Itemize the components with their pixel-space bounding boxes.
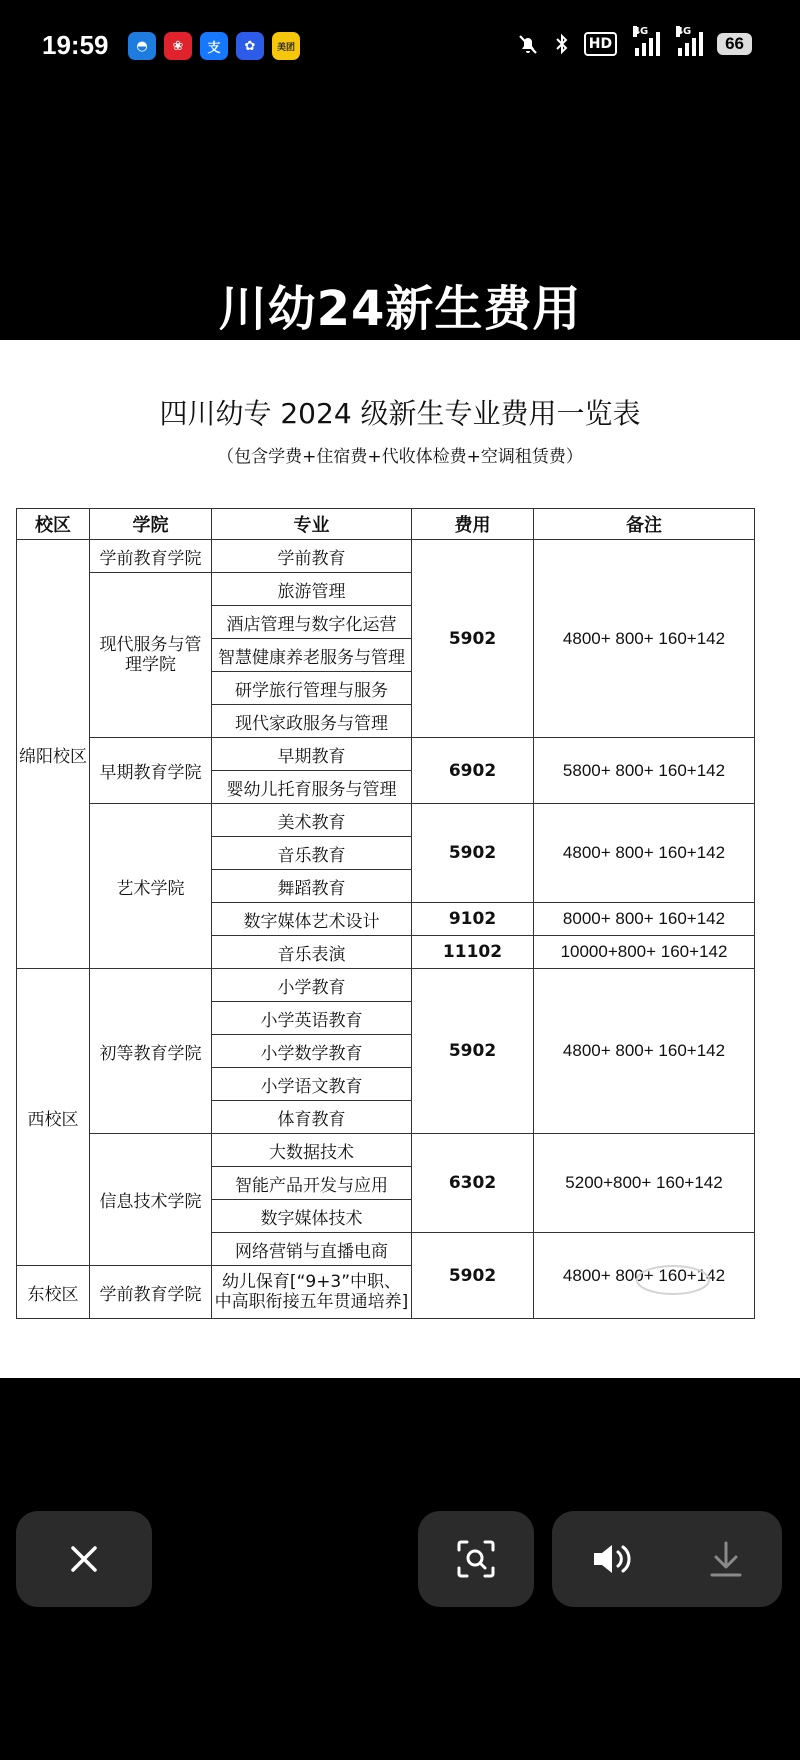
header-campus: 校区: [17, 509, 90, 540]
campus-cell: 东校区: [17, 1266, 90, 1319]
note-cell: 5800+ 800+ 160+142: [534, 738, 755, 804]
header-college: 学院: [90, 509, 212, 540]
fee-cell: 5902: [412, 969, 534, 1134]
table-header-row: [17, 509, 755, 540]
college-cell: 艺术学院: [90, 804, 212, 969]
college-cell: 初等教育学院: [90, 969, 212, 1134]
hd-voice-badge: HD: [584, 32, 617, 56]
major-cell: 智能产品开发与应用: [212, 1167, 412, 1200]
weather-app-icon: ◓: [128, 32, 156, 60]
fee-cell: 9102: [412, 903, 534, 936]
alipay-app-icon: 支: [200, 32, 228, 60]
signal-4g-icon: [633, 26, 660, 56]
table-row: [17, 969, 755, 1002]
fee-table: [16, 508, 755, 1319]
major-cell: 婴幼儿托育服务与管理: [212, 771, 412, 804]
fee-cell: 5902: [412, 540, 534, 738]
speaker-icon[interactable]: [590, 1541, 632, 1577]
table-row: [17, 738, 755, 771]
watermark-logo-icon: [628, 1260, 718, 1300]
major-cell: 学前教育: [212, 540, 412, 573]
fee-cell: 5902: [412, 804, 534, 903]
major-cell: 小学英语教育: [212, 1002, 412, 1035]
major-cell: 小学教育: [212, 969, 412, 1002]
post-title: 川幼24新生费用: [218, 281, 582, 337]
major-cell: 数字媒体艺术设计: [212, 903, 412, 936]
bluetooth-icon: [554, 32, 570, 56]
note-cell: 4800+ 800+ 160+142: [534, 969, 755, 1134]
major-cell: 音乐表演: [212, 936, 412, 969]
major-cell: 小学语文教育: [212, 1068, 412, 1101]
table-row: [17, 804, 755, 837]
college-cell: 学前教育学院: [90, 540, 212, 573]
major-cell: 酒店管理与数字化运营: [212, 606, 412, 639]
image-search-button[interactable]: [418, 1511, 534, 1607]
note-cell: 8000+ 800+ 160+142: [534, 903, 755, 936]
baidu-app-icon: ✿: [236, 32, 264, 60]
major-cell: 研学旅行管理与服务: [212, 672, 412, 705]
image-search-icon: [455, 1538, 497, 1580]
header-major: 专业: [212, 509, 412, 540]
table-row: [17, 1134, 755, 1167]
header-fee: 费用: [412, 509, 534, 540]
major-cell: 音乐教育: [212, 837, 412, 870]
meituan-app-icon: 美团: [272, 32, 300, 60]
major-cell: 舞蹈教育: [212, 870, 412, 903]
note-cell: 4800+ 800+ 160+142: [534, 540, 755, 738]
network-type-label-2: 4G: [676, 26, 692, 37]
major-cell: 网络营销与直播电商: [212, 1233, 412, 1266]
note-cell: 4800+ 800+ 160+142: [534, 804, 755, 903]
campus-cell: 绵阳校区: [17, 540, 90, 969]
major-cell: 数字媒体技术: [212, 1200, 412, 1233]
major-cell: 大数据技术: [212, 1134, 412, 1167]
fee-cell: 6302: [412, 1134, 534, 1233]
campus-cell: 西校区: [17, 969, 90, 1266]
fee-cell: 5902: [412, 1233, 534, 1319]
network-type-label: 4G: [633, 26, 649, 37]
college-cell: 早期教育学院: [90, 738, 212, 804]
major-cell: 现代家政服务与管理: [212, 705, 412, 738]
major-cell: 旅游管理: [212, 573, 412, 606]
major-cell: 早期教育: [212, 738, 412, 771]
download-icon[interactable]: [708, 1540, 744, 1578]
action-button-group: [552, 1511, 782, 1607]
document-subtitle: （包含学费+住宿费+代收体检费+空调租赁费）: [217, 447, 583, 467]
notification-app-icons: [128, 32, 300, 60]
fee-cell: 11102: [412, 936, 534, 969]
major-cell: 体育教育: [212, 1101, 412, 1134]
clock: 19:59: [42, 30, 109, 60]
table-row: [17, 540, 755, 573]
college-cell: 现代服务与管理学院: [90, 573, 212, 738]
header-note: 备注: [534, 509, 755, 540]
major-cell: 智慧健康养老服务与管理: [212, 639, 412, 672]
battery-indicator: 66: [717, 33, 752, 55]
college-cell: 信息技术学院: [90, 1134, 212, 1266]
pinduoduo-app-icon: ❀: [164, 32, 192, 60]
document-title: 四川幼专 2024 级新生专业费用一览表: [159, 397, 641, 430]
signal-4g-icon-2: [676, 26, 703, 56]
fee-table-image[interactable]: [0, 340, 800, 1378]
mute-icon: [516, 32, 540, 56]
major-cell: 小学数学教育: [212, 1035, 412, 1068]
close-button[interactable]: [16, 1511, 152, 1607]
college-cell: 学前教育学院: [90, 1266, 212, 1319]
note-cell: 4800+ 800+ 160+142: [534, 1233, 755, 1319]
note-cell: 10000+800+ 160+142: [534, 936, 755, 969]
major-cell: 幼儿保育[“9+3”中职、中高职衔接五年贯通培养]: [212, 1266, 412, 1319]
system-indicators: [516, 26, 752, 56]
close-icon: [67, 1542, 101, 1576]
status-bar: [0, 0, 800, 96]
major-cell: 美术教育: [212, 804, 412, 837]
fee-cell: 6902: [412, 738, 534, 804]
note-cell: 5200+800+ 160+142: [534, 1134, 755, 1233]
